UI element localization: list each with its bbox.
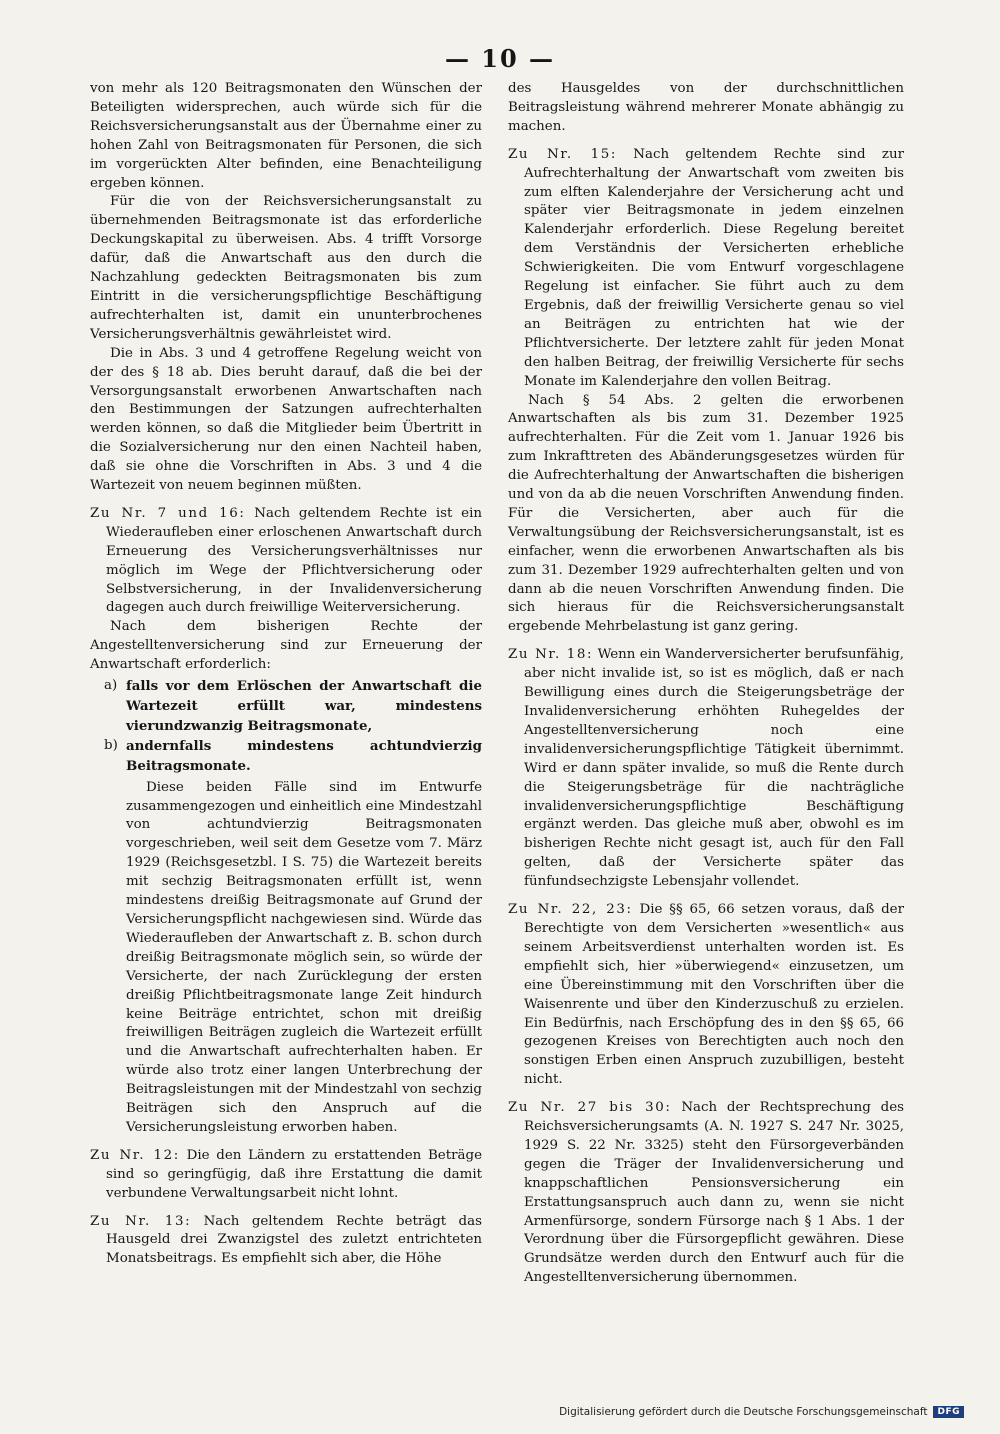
section-label: Zu Nr. 18: xyxy=(508,647,594,663)
footer-text: Digitalisierung gefördert durch die Deutsche Forschungsgemeinschaft xyxy=(559,1406,928,1418)
requirements-list xyxy=(90,677,482,777)
section-nr-15 xyxy=(508,146,904,392)
paragraph: Die in Abs. 3 und 4 getroffene Regelung weicht von der des § 18 ab. Dies beruht darauf, daß die bei der Versorgungsanstalt erworbenen Anwartschaften nach den Bestimmungen der Satzungen aufrechterhalten werden können, so daß die Mitglieder beim Übertritt in die Sozialversicherung nur den einen Nachteil haben, daß sie ohne die Vorschriften in Abs. 3 und 4 die Wartezeit von neuem beginnen müßten. xyxy=(90,345,482,494)
paragraph: Für die von der Reichsversicherungsanstalt zu übernehmenden Beitragsmonate ist das erforderliche Deckungskapital zu überweisen. Abs. 4 trifft Vorsorge dafür, daß die Anwartschaft aus den durch die Nachzahlung gedeckten Beitragsmonaten bis zum Eintritt in die versicherungspflichtige Beschäftigung aufrechterhalten ist, damit ein ununterbrochenes Versicherungsverhältnis gewährleistet wird. xyxy=(90,194,482,342)
list-text: falls vor dem Erlöschen der Anwartschaft die Wartezeit erfüllt war, mindestens vierundzwanzig Beitragsmonate, xyxy=(126,678,482,734)
paragraph: Nach dem bisherigen Rechte der Angestelltenversicherung sind zur Erneuerung der Anwartschaft erforderlich: xyxy=(90,619,482,673)
right-column xyxy=(508,80,904,1288)
section-nr-7-16 xyxy=(90,505,482,618)
section-text: Nach geltendem Rechte sind zur Aufrechterhaltung der Anwartschaft vom zweiten bis zum elften Kalenderjahre der Versicherung acht und später vier Beitragsmonate in jedem einzelnen Kalenderjahr erforderlich. Diese Regelung bereitet dem Verständnis der Versicherten erhebliche Schwierigkeiten. Die vom Entwurf vorgeschlagene Regelung ist einfacher. Sie führt auch zu dem Ergebnis, daß der freiwillig Versicherte genau so viel an Beiträgen zu entrichten hat wie der Pflichtversicherte. Der letztere zahlt für jeden Monat den halben Beitrag, der freiwillig Versicherte für sechs Monate im Kalenderjahre den vollen Beitrag. xyxy=(524,146,904,389)
dfg-logo: DFG xyxy=(933,1406,964,1418)
list-item xyxy=(90,677,482,737)
section-nr-27-30 xyxy=(508,1099,904,1288)
section-text: Die den Ländern zu erstattenden Beträge sind so geringfügig, daß ihre Erstattung die damit verbundene Verwaltungsarbeit nicht lohnt. xyxy=(106,1147,482,1201)
section-label: Zu Nr. 7 und 16: xyxy=(90,505,246,521)
section-nr-18 xyxy=(508,646,904,892)
paragraph: Diese beiden Fälle sind im Entwurfe zusammengezogen und einheitlich eine Mindestzahl von achtundvierzig Beitragsmonaten vorgeschrieben, weil seit dem Gesetze vom 7. März 1929 (Reichsgesetzbl. I S. 75) die Wartezeit bereits mit sechzig Beitragsmonaten erfüllt ist, wenn mindestens dreißig Beitragsmonate auf Grund der Versicherungspflicht nachgewiesen sind. Würde das Wiederaufleben der Anwartschaft z. B. schon durch dreißig Beitragsmonate möglich sein, so würde der Versicherte, der nach Zurücklegung der ersten dreißig Pflichtbeitragsmonate lange Zeit hindurch keine Beiträge entrichtet, schon mit dreißig freiwilligen Beiträgen zugleich die Wartezeit erfüllt und die Anwartschaft aufrechterhalten haben. Er würde also trotz einer langen Unterbrechung der Beitragsleistungen mit der Mindestzahl von sechzig Beiträgen sich den Anspruch auf die Versicherungsleistung erworben haben. xyxy=(126,779,482,1135)
section-nr-13 xyxy=(90,1213,482,1270)
paragraph: des Hausgeldes von der durchschnittlichen Beitragsleistung während mehrerer Monate abhängig zu machen. xyxy=(508,81,904,134)
section-text: Wenn ein Wanderversicherter berufsunfähig, aber nicht invalide ist, so ist es möglich, daß er nach Bewilligung eines durch die Steigerungsbeträge der Invalidenversicherung erhöhten Ruhegeldes der Angestelltenversicherung noch eine invalidenversicherungspflichtige Tätigkeit übernimmt. Wird er dann später invalide, so muß die Rente durch die Steigerungsbeträge für die nachträgliche invalidenversicherungspflichtige Beschäftigung ergänzt werden. Das gleiche muß aber, obwohl es im bisherigen Rechte nicht gesagt ist, auch für den Fall gelten, daß der Versicherte später das fünfundsechzigste Lebensjahr vollendet. xyxy=(524,647,904,890)
paragraph: Nach § 54 Abs. 2 gelten die erworbenen Anwartschaften als bis zum 31. Dezember 1925 aufrechterhalten. Für die Zeit vom 1. Januar 1926 bis zum Inkrafttreten des Abänderungsgesetzes würden für die Aufrechterhaltung der Anwartschaften die bisherigen und von da ab die neuen Vorschriften Anwendung finden. Für die Versicherten, aber auch für die Verwaltungsübung der Reichsversicherungsanstalt, ist es einfacher, wenn die erworbenen Anwartschaften als bis zum 31. Dezember 1929 aufrechterhalten gelten und von dann ab die neuen Vorschriften Anwendung finden. Die sich hieraus für die Reichsversicherungsanstalt ergebende Mehrbelastung ist ganz gering. xyxy=(508,392,904,635)
left-column xyxy=(90,80,482,1269)
list-item xyxy=(90,737,482,777)
section-nr-22-23 xyxy=(508,901,904,1090)
section-text: Die §§ 65, 66 setzen voraus, daß der Berechtigte von dem Versicherten »wesentlich« aus seinem Arbeitsverdienst unterhalten worden ist. Es empfiehlt sich, hier »überwiegend« einzusetzen, um eine Übereinstimmung mit den Vorschriften über die Waisenrente und über den Kinderzuschuß zu erzielen. Ein Bedürfnis, nach Erschöpfung des in den §§ 65, 66 gezogenen Kreises von Berechtigten auch noch den sonstigen Erben einen Anspruch zuzubilligen, besteht nicht. xyxy=(524,902,905,1088)
section-label: Zu Nr. 12: xyxy=(90,1147,180,1163)
section-text: Nach geltendem Rechte ist ein Wiederaufleben einer erloschenen Anwartschaft durch Erneuerung des Versicherungsverhältnisses nur möglich im Wege der Pflichtversicherung oder Selbstversicherung, in der Invalidenversicherung dagegen auch durch freiwillige Weiterversicherung. xyxy=(106,505,482,616)
list-text: andernfalls mindestens achtundvierzig Beitragsmonate. xyxy=(126,737,482,774)
list-marker: a) xyxy=(104,678,118,694)
section-label: Zu Nr. 13: xyxy=(90,1213,192,1229)
section-label: Zu Nr. 22, 23: xyxy=(508,902,633,918)
paragraph: von mehr als 120 Beitragsmonaten den Wünschen der Beteiligten widersprechen, auch würde sich für die Reichsversicherungsanstalt aus der Übernahme einer zu hohen Zahl von Beitragsmonaten für Personen, die sich im vorgerückten Alter befinden, eine Benachteiligung ergeben können. xyxy=(90,81,482,191)
section-text: Nach geltendem Rechte beträgt das Hausgeld drei Zwanzigstel des zuletzt entrichteten Monatsbeitrags. Es empfiehlt sich aber, die Höhe xyxy=(106,1213,482,1267)
section-label: Zu Nr. 27 bis 30: xyxy=(508,1100,672,1116)
digitization-footer xyxy=(559,1406,964,1418)
section-label: Zu Nr. 15: xyxy=(508,146,617,162)
section-text: Nach der Rechtsprechung des Reichsversicherungsamts (A. N. 1927 S. 247 Nr. 3025, 1929 S. 22 Nr. 3325) steht den Fürsorgeverbänden gegen die Träger der Invalidenversicherung und knappschaftlichen Pensionsversicherung ein Erstattungsanspruch auch dann zu, wenn sie nicht Armenfürsorge, sondern Fürsorge nach § 1 Abs. 1 der Verordnung über die Fürsorgepflicht gewähren. Diese Grundsätze werden durch den Entwurf auch für die Angestelltenversicherung übernommen. xyxy=(524,1100,904,1286)
list-marker: b) xyxy=(104,737,118,753)
page-number: — 10 — xyxy=(444,44,556,73)
section-nr-12 xyxy=(90,1147,482,1204)
